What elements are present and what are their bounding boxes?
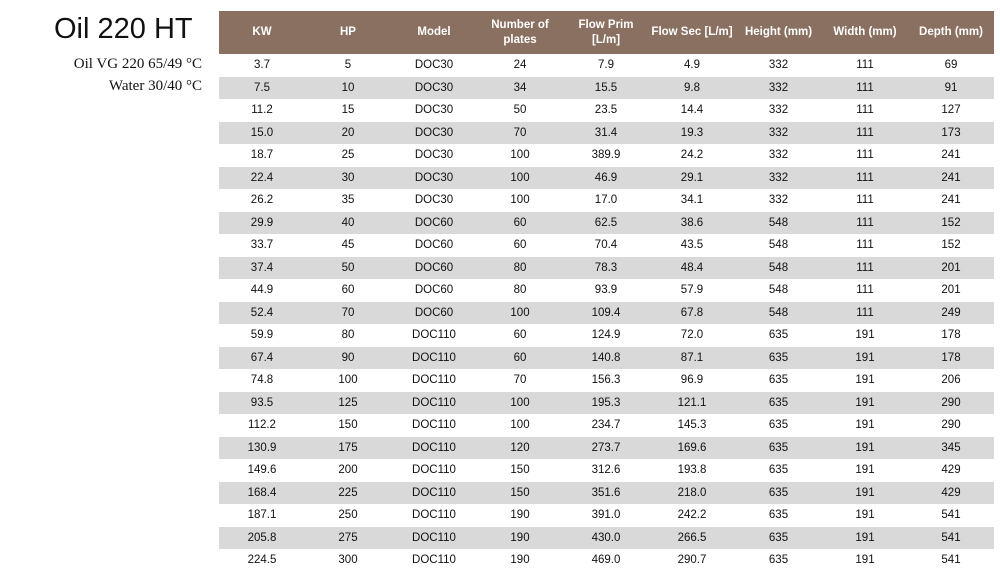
table-row — [219, 122, 994, 145]
table-row — [219, 167, 994, 190]
table-cell: 40 — [305, 212, 391, 235]
table-cell: 150 — [305, 414, 391, 437]
table-cell: 635 — [735, 324, 822, 347]
table-cell: 312.6 — [563, 459, 649, 482]
table-cell: DOC60 — [391, 212, 477, 235]
table-cell: 152 — [908, 234, 994, 257]
table-cell: 50 — [477, 99, 563, 122]
table-cell: 67.8 — [649, 302, 735, 325]
table-cell: 332 — [735, 189, 822, 212]
table-cell: 168.4 — [219, 482, 305, 505]
table-cell: 15.0 — [219, 122, 305, 145]
table-cell: 206 — [908, 369, 994, 392]
table-cell: 205.8 — [219, 527, 305, 550]
table-cell: 193.8 — [649, 459, 735, 482]
table-row — [219, 459, 994, 482]
table-row — [219, 302, 994, 325]
table-row — [219, 392, 994, 415]
table-cell: 14.4 — [649, 99, 735, 122]
table-cell: DOC60 — [391, 234, 477, 257]
table-cell: 541 — [908, 527, 994, 550]
column-header: Height (mm) — [735, 11, 822, 54]
table-cell: 121.1 — [649, 392, 735, 415]
table-cell: 429 — [908, 482, 994, 505]
table-cell: 96.9 — [649, 369, 735, 392]
table-cell: DOC110 — [391, 459, 477, 482]
table-cell: DOC110 — [391, 347, 477, 370]
table-cell: 332 — [735, 144, 822, 167]
table-row — [219, 527, 994, 550]
table-cell: 178 — [908, 347, 994, 370]
table-cell: 100 — [477, 167, 563, 190]
table-cell: 93.9 — [563, 279, 649, 302]
table-cell: 111 — [822, 144, 908, 167]
table-row — [219, 504, 994, 527]
table-cell: 10 — [305, 77, 391, 100]
table-cell: 31.4 — [563, 122, 649, 145]
table-cell: 541 — [908, 549, 994, 572]
table-cell: DOC110 — [391, 414, 477, 437]
table-cell: 111 — [822, 54, 908, 77]
table-cell: 548 — [735, 302, 822, 325]
table-cell: 430.0 — [563, 527, 649, 550]
table-row — [219, 144, 994, 167]
column-header: HP — [305, 11, 391, 54]
table-cell: 30 — [305, 167, 391, 190]
table-cell: 111 — [822, 212, 908, 235]
table-cell: 635 — [735, 504, 822, 527]
table-cell: 57.9 — [649, 279, 735, 302]
table-row — [219, 257, 994, 280]
spec-table — [219, 11, 994, 572]
table-cell: 175 — [305, 437, 391, 460]
table-row — [219, 347, 994, 370]
table-cell: 635 — [735, 482, 822, 505]
table-cell: 241 — [908, 167, 994, 190]
table-row — [219, 99, 994, 122]
table-cell: 43.5 — [649, 234, 735, 257]
table-cell: 541 — [908, 504, 994, 527]
table-cell: 200 — [305, 459, 391, 482]
table-cell: DOC110 — [391, 527, 477, 550]
table-cell: 24.2 — [649, 144, 735, 167]
table-cell: 100 — [477, 189, 563, 212]
header-row — [219, 11, 994, 54]
table-cell: 469.0 — [563, 549, 649, 572]
table-cell: 140.8 — [563, 347, 649, 370]
table-cell: 125 — [305, 392, 391, 415]
table-cell: 44.9 — [219, 279, 305, 302]
table-cell: 38.6 — [649, 212, 735, 235]
table-cell: 635 — [735, 459, 822, 482]
spec-table-body — [219, 54, 994, 572]
table-cell: 241 — [908, 189, 994, 212]
table-cell: 15 — [305, 99, 391, 122]
table-cell: DOC30 — [391, 144, 477, 167]
table-cell: 60 — [477, 234, 563, 257]
table-cell: 29.1 — [649, 167, 735, 190]
table-cell: 242.2 — [649, 504, 735, 527]
table-cell: 191 — [822, 392, 908, 415]
table-cell: 37.4 — [219, 257, 305, 280]
table-cell: 191 — [822, 482, 908, 505]
table-cell: 548 — [735, 279, 822, 302]
table-cell: 635 — [735, 527, 822, 550]
spec-table-header — [219, 11, 994, 54]
column-header: Width (mm) — [822, 11, 908, 54]
table-cell: 111 — [822, 122, 908, 145]
table-cell: 23.5 — [563, 99, 649, 122]
table-cell: 7.9 — [563, 54, 649, 77]
table-cell: 69 — [908, 54, 994, 77]
table-cell: 332 — [735, 77, 822, 100]
table-cell: 127 — [908, 99, 994, 122]
table-cell: 60 — [477, 347, 563, 370]
table-cell: 20 — [305, 122, 391, 145]
table-cell: 149.6 — [219, 459, 305, 482]
table-cell: 190 — [477, 527, 563, 550]
table-cell: 201 — [908, 279, 994, 302]
table-cell: 351.6 — [563, 482, 649, 505]
oil-spec-subtitle: Oil VG 220 65/49 °C — [73, 56, 202, 72]
table-cell: 201 — [908, 257, 994, 280]
table-cell: 91 — [908, 77, 994, 100]
table-cell: 17.0 — [563, 189, 649, 212]
table-cell: 100 — [477, 302, 563, 325]
table-cell: 234.7 — [563, 414, 649, 437]
table-cell: 548 — [735, 257, 822, 280]
table-cell: 250 — [305, 504, 391, 527]
table-cell: 19.3 — [649, 122, 735, 145]
table-cell: DOC110 — [391, 504, 477, 527]
table-cell: 635 — [735, 369, 822, 392]
table-cell: 78.3 — [563, 257, 649, 280]
table-cell: 87.1 — [649, 347, 735, 370]
table-cell: 156.3 — [563, 369, 649, 392]
table-row — [219, 437, 994, 460]
table-cell: DOC110 — [391, 437, 477, 460]
table-cell: 60 — [477, 212, 563, 235]
table-cell: 70 — [477, 369, 563, 392]
table-cell: 178 — [908, 324, 994, 347]
table-cell: DOC60 — [391, 279, 477, 302]
table-cell: DOC60 — [391, 257, 477, 280]
table-cell: 635 — [735, 437, 822, 460]
table-cell: 548 — [735, 212, 822, 235]
column-header: Depth (mm) — [908, 11, 994, 54]
table-cell: 190 — [477, 549, 563, 572]
table-cell: 60 — [477, 324, 563, 347]
table-cell: 241 — [908, 144, 994, 167]
table-cell: 74.8 — [219, 369, 305, 392]
table-cell: 35 — [305, 189, 391, 212]
table-cell: 111 — [822, 189, 908, 212]
table-row — [219, 54, 994, 77]
table-cell: 191 — [822, 437, 908, 460]
table-cell: 34.1 — [649, 189, 735, 212]
table-cell: 120 — [477, 437, 563, 460]
table-cell: DOC110 — [391, 482, 477, 505]
table-cell: 635 — [735, 347, 822, 370]
table-row — [219, 212, 994, 235]
table-cell: 25 — [305, 144, 391, 167]
column-header: KW — [219, 11, 305, 54]
table-cell: 33.7 — [219, 234, 305, 257]
table-cell: 7.5 — [219, 77, 305, 100]
table-cell: 290 — [908, 392, 994, 415]
table-cell: 70 — [305, 302, 391, 325]
table-cell: 195.3 — [563, 392, 649, 415]
table-row — [219, 549, 994, 572]
table-cell: 109.4 — [563, 302, 649, 325]
table-cell: 93.5 — [219, 392, 305, 415]
table-cell: 34 — [477, 77, 563, 100]
table-cell: 48.4 — [649, 257, 735, 280]
table-cell: 45 — [305, 234, 391, 257]
table-cell: 100 — [477, 144, 563, 167]
table-cell: 46.9 — [563, 167, 649, 190]
table-cell: 9.8 — [649, 77, 735, 100]
table-cell: 290 — [908, 414, 994, 437]
table-cell: 60 — [305, 279, 391, 302]
table-cell: DOC30 — [391, 167, 477, 190]
column-header: Flow Prim [L/m] — [563, 11, 649, 54]
table-cell: 275 — [305, 527, 391, 550]
table-cell: 224.5 — [219, 549, 305, 572]
table-cell: 187.1 — [219, 504, 305, 527]
table-cell: 191 — [822, 369, 908, 392]
table-cell: 191 — [822, 549, 908, 572]
table-cell: 249 — [908, 302, 994, 325]
table-cell: 5 — [305, 54, 391, 77]
table-cell: 150 — [477, 459, 563, 482]
table-cell: DOC30 — [391, 77, 477, 100]
table-row — [219, 77, 994, 100]
table-cell: 190 — [477, 504, 563, 527]
table-cell: DOC110 — [391, 392, 477, 415]
table-cell: 191 — [822, 347, 908, 370]
table-cell: 191 — [822, 414, 908, 437]
table-row — [219, 324, 994, 347]
table-cell: 389.9 — [563, 144, 649, 167]
table-cell: 332 — [735, 54, 822, 77]
table-row — [219, 369, 994, 392]
table-cell: 111 — [822, 167, 908, 190]
table-cell: 332 — [735, 99, 822, 122]
table-cell: 191 — [822, 527, 908, 550]
table-cell: 111 — [822, 257, 908, 280]
table-cell: 26.2 — [219, 189, 305, 212]
table-cell: 112.2 — [219, 414, 305, 437]
table-cell: 90 — [305, 347, 391, 370]
column-header: Number of plates — [477, 11, 563, 54]
table-cell: 111 — [822, 234, 908, 257]
table-cell: 72.0 — [649, 324, 735, 347]
table-cell: 130.9 — [219, 437, 305, 460]
column-header: Model — [391, 11, 477, 54]
table-row — [219, 414, 994, 437]
table-cell: 191 — [822, 324, 908, 347]
table-cell: 59.9 — [219, 324, 305, 347]
table-cell: 80 — [305, 324, 391, 347]
table-cell: 67.4 — [219, 347, 305, 370]
table-row — [219, 189, 994, 212]
table-cell: DOC110 — [391, 369, 477, 392]
water-spec-subtitle: Water 30/40 °C — [108, 78, 202, 94]
table-row — [219, 482, 994, 505]
table-cell: 300 — [305, 549, 391, 572]
table-cell: 3.7 — [219, 54, 305, 77]
table-cell: 548 — [735, 234, 822, 257]
table-cell: DOC30 — [391, 99, 477, 122]
table-cell: 635 — [735, 414, 822, 437]
table-cell: DOC30 — [391, 54, 477, 77]
table-cell: 80 — [477, 279, 563, 302]
table-cell: 111 — [822, 77, 908, 100]
table-cell: 80 — [477, 257, 563, 280]
table-cell: 4.9 — [649, 54, 735, 77]
table-cell: 635 — [735, 549, 822, 572]
table-cell: 11.2 — [219, 99, 305, 122]
table-cell: 150 — [477, 482, 563, 505]
table-cell: 332 — [735, 167, 822, 190]
table-cell: 225 — [305, 482, 391, 505]
table-cell: 173 — [908, 122, 994, 145]
table-cell: 29.9 — [219, 212, 305, 235]
table-cell: 191 — [822, 504, 908, 527]
table-cell: 152 — [908, 212, 994, 235]
table-cell: 100 — [305, 369, 391, 392]
table-cell: 191 — [822, 459, 908, 482]
column-header: Flow Sec [L/m] — [649, 11, 735, 54]
table-cell: 111 — [822, 279, 908, 302]
table-cell: 111 — [822, 99, 908, 122]
table-cell: 111 — [822, 302, 908, 325]
table-cell: 24 — [477, 54, 563, 77]
table-cell: 273.7 — [563, 437, 649, 460]
table-cell: DOC110 — [391, 324, 477, 347]
table-cell: 290.7 — [649, 549, 735, 572]
table-cell: 332 — [735, 122, 822, 145]
table-cell: 100 — [477, 392, 563, 415]
table-cell: DOC30 — [391, 189, 477, 212]
table-cell: 145.3 — [649, 414, 735, 437]
table-cell: 100 — [477, 414, 563, 437]
table-cell: 218.0 — [649, 482, 735, 505]
table-cell: 391.0 — [563, 504, 649, 527]
table-cell: 70.4 — [563, 234, 649, 257]
table-cell: 266.5 — [649, 527, 735, 550]
table-row — [219, 234, 994, 257]
table-cell: 18.7 — [219, 144, 305, 167]
table-cell: 70 — [477, 122, 563, 145]
page-title: Oil 220 HT — [54, 13, 193, 45]
table-cell: DOC60 — [391, 302, 477, 325]
table-cell: 52.4 — [219, 302, 305, 325]
table-cell: 169.6 — [649, 437, 735, 460]
table-cell: 62.5 — [563, 212, 649, 235]
table-cell: 429 — [908, 459, 994, 482]
table-cell: DOC30 — [391, 122, 477, 145]
table-cell: 635 — [735, 392, 822, 415]
table-cell: 15.5 — [563, 77, 649, 100]
table-cell: 22.4 — [219, 167, 305, 190]
table-cell: 124.9 — [563, 324, 649, 347]
table-cell: DOC110 — [391, 549, 477, 572]
table-cell: 50 — [305, 257, 391, 280]
table-row — [219, 279, 994, 302]
table-cell: 345 — [908, 437, 994, 460]
